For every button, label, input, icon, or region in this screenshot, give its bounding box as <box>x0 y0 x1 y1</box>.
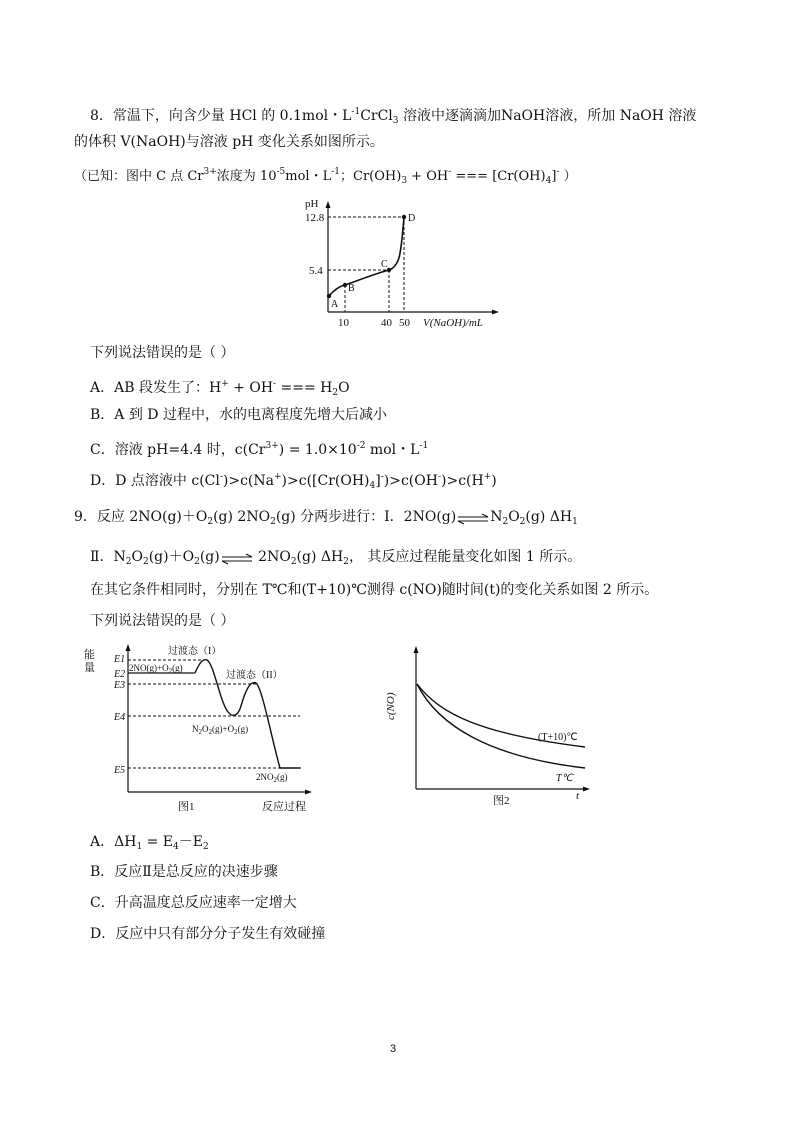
q8-option-b: B．A 到 D 过程中，水的电离程度先增大后减小 <box>90 407 387 423</box>
series-t-label: T℃ <box>556 773 573 784</box>
reaction-progress-label: 反应过程 <box>262 801 306 813</box>
series-t-plus-10-label: (T+10)℃ <box>538 732 578 743</box>
time-axis-label: t <box>576 790 580 802</box>
c-no-y-axis-arrow <box>414 646 419 653</box>
q9-stem-line2: Ⅱ．$N_2O_2(g)+O_2(g)$ $2NO_2(g)$ $\Delta H_2$， 其反应过程能量变化如图 1 所示。 <box>90 549 582 567</box>
transition-state-2-label: 过渡态（II） <box>226 670 283 681</box>
ph-curve <box>329 217 404 296</box>
equilibrium-arrow-icon <box>220 551 254 563</box>
v-tick-50: 50 <box>399 317 410 329</box>
intermediate-species-label: $N_2O_2(g)+O_2(g)$ <box>192 724 249 736</box>
q9-option-d: D．反应中只有部分分子发生有效碰撞 <box>90 926 326 942</box>
ph-titration-figure <box>295 195 505 335</box>
e2-label: E2 <box>114 669 126 680</box>
ph-axis-label: pH <box>305 198 319 210</box>
v-tick-10: 10 <box>338 317 349 329</box>
product-species-label: $2NO_2(g)$ <box>256 772 288 784</box>
q9-option-c: C．升高温度总反应速率一定增大 <box>90 895 297 911</box>
point-d <box>402 215 406 219</box>
q9-stem-line3: 在其它条件相同时，分别在 T℃和(T+10)℃测得 c(NO)随时间(t)的变化关系如图 2 所示。 <box>90 582 659 598</box>
q8-question: 下列说法错误的是（ ） <box>90 345 235 361</box>
point-b <box>343 283 347 287</box>
point-b-label: B <box>348 283 355 294</box>
figure1-caption: 图1 <box>178 801 195 813</box>
ph-y-axis-arrow <box>326 201 331 208</box>
q8-option-c: C．溶液 pH=4.4 时，$c(Cr^{3+}) = 1.0\times 10^{-2}$ mol・$L^{-1}$ <box>90 441 429 458</box>
equilibrium-arrow-icon <box>456 511 490 523</box>
energy-y-axis-arrow <box>126 644 131 651</box>
q8-option-d: D．D 点溶液中 $c(Cl^-)>c(Na^+)>c([Cr(OH)_4]^-)>c(OH^-)>c(H^+)$ <box>90 472 497 491</box>
curve-t <box>417 684 585 768</box>
q9-stem-line1: 9．反应 $2NO(g)+O_2(g)$ $2NO_2(g)$ 分两步进行：Ⅰ．2NO(g) $N_2O_2(g)$ $\Delta H_1$ <box>74 509 578 527</box>
no-concentration-figure <box>380 642 600 812</box>
energy-axis-label-1: 能 <box>84 649 95 661</box>
q9-option-a: A．$\Delta H_1 = E_4-E_2$ <box>90 834 209 852</box>
ph-tick-12-8: 12.8 <box>305 212 325 224</box>
q9-question: 下列说法错误的是（ ） <box>90 613 235 629</box>
q8-option-a: A．AB 段发生了：H+ + OH- === $H_2O$ <box>90 379 350 398</box>
q8-stem-line2: 的体积 V(NaOH)与溶液 pH 变化关系如图所示。 <box>74 134 384 150</box>
point-a <box>327 294 331 298</box>
c-no-axis-label: c(NO) <box>385 692 397 720</box>
naoh-volume-axis-label: V(NaOH)/mL <box>423 317 483 329</box>
q9-option-b: B．反应Ⅱ是总反应的决速步骤 <box>90 864 278 880</box>
point-d-label: D <box>408 213 416 224</box>
figure2-caption: 图2 <box>493 795 510 807</box>
e4-label: E4 <box>114 712 126 723</box>
energy-axis-label-2: 量 <box>84 662 95 674</box>
v-tick-40: 40 <box>381 317 392 329</box>
transition-state-1-label: 过渡态（I） <box>168 646 222 657</box>
q8-known-note: （已知：图中 C 点 $Cr^{3+}$浓度为 $10^{-5}mol$・$L^{-1}$；$Cr(OH)_3 + OH^-$ === $[Cr(OH)_4]^-$ ） <box>74 167 577 186</box>
energy-x-axis-arrow <box>305 790 312 795</box>
q8-stem-line1: 8．常温下，向含少量 HCl 的 0.1mol・$L^{-1}CrCl_3$ 溶液中逐滴滴加NaOH溶液，所加 NaOH 溶液 <box>90 107 697 126</box>
ph-tick-5-4: 5.4 <box>309 265 323 277</box>
energy-profile-figure <box>80 640 330 820</box>
e1-label: E1 <box>114 654 126 665</box>
e5-label: E5 <box>114 765 126 776</box>
page-number: 3 <box>390 1043 397 1055</box>
point-a-label: A <box>331 299 339 310</box>
ph-x-axis-arrow <box>492 310 499 315</box>
point-c-label: C <box>381 259 388 270</box>
e3-label: E3 <box>114 680 126 691</box>
time-x-axis-arrow <box>583 787 590 792</box>
reactant-species-label: $2NO(g)+O_2(g)$ <box>129 663 183 675</box>
